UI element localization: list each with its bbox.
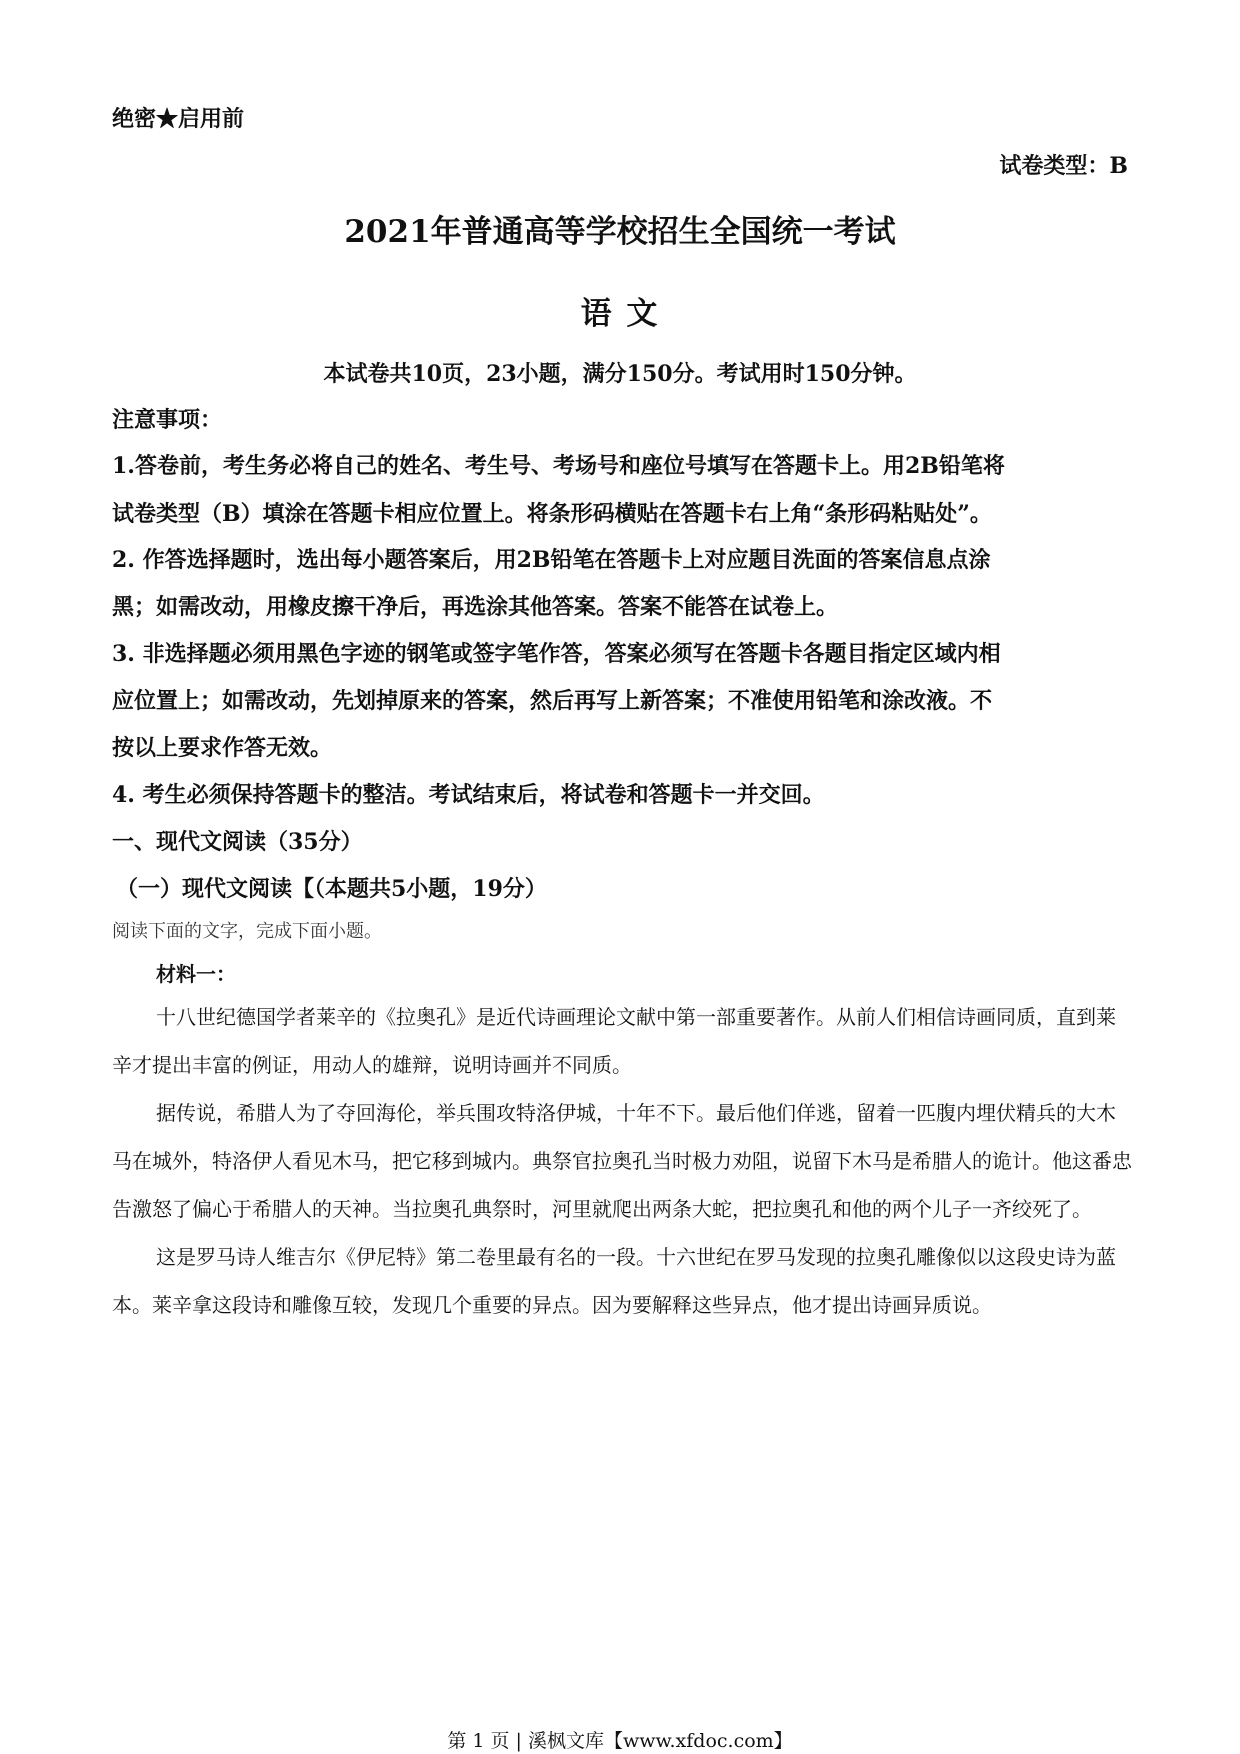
notes-line: 按以上要求作答无效。 [112,735,333,761]
material-paragraph: 十八世纪德国学者莱辛的《拉奥孔》是近代诗画理论文献中第一部重要著作。从前人们相信诗画同质，直到莱辛才提出丰富的例证，用动人的雄辩，说明诗画并不同质。 [112,1005,1116,1077]
exam-summary: 本试卷共10页，23小题，满分150分。考试用时150分钟。 [323,361,917,387]
material-paragraph: 这是罗马诗人维吉尔《伊尼特》第二卷里最有名的一段。十六世纪在罗马发现的拉奥孔雕像似以这段史诗为蓝本。莱辛拿这段诗和雕像互较，发现几个重要的异点。因为要解释这些异点，他才提出诗画异质说。 [112,1245,1116,1317]
notes-line: 1.答卷前，考生务必将自己的姓名、考生号、考场号和座位号填写在答题卡上。用2B铅笔将 [112,453,1005,479]
subject-title: 语 文 [580,296,660,332]
reading-instruction: 阅读下面的文字，完成下面小题。 [112,921,382,942]
notes-line: 4. 考生必须保持答题卡的整洁。考试结束后，将试卷和答题卡一并交回。 [112,782,825,808]
notes-line: 试卷类型（B）填涂在答题卡相应位置上。将条形码横贴在答题卡右上角“条形码粘贴处”。 [112,501,992,527]
confidentiality-label: 绝密★启用前 [112,106,245,132]
notes-line: 2. 作答选择题时，选出每小题答案后，用2B铅笔在答题卡上对应题目洗面的答案信息点涂 [112,547,991,573]
notes-line: 黑；如需改动，用橡皮擦干净后，再选涂其他答案。答案不能答在试卷上。 [112,594,839,620]
exam-title: 2021年普通高等学校招生全国统一考试 [344,214,896,250]
paper-type-label: 试卷类型：B [999,153,1128,179]
notes-line: 应位置上；如需改动，先划掉原来的答案，然后再写上新答案；不准使用铅笔和涂改液。不 [112,688,993,714]
notes-heading: 注意事项： [112,407,223,433]
material-paragraph: 据传说，希腊人为了夺回海伦，举兵围攻特洛伊城，十年不下。最后他们佯逃，留着一匹腹内埋伏精兵的大木马在城外，特洛伊人看见木马，把它移到城内。典祭官拉奥孔当时极力劝阻，说留下木马是希腊人的诡计。他这番忠告激怒了偏心于希腊人的天神。当拉奥孔典祭时，河里就爬出两条大蛇，把拉奥孔和他的两个儿子一齐绞死了。 [112,1101,1132,1221]
section-heading: 一、现代文阅读（35分） [112,829,363,855]
material-label: 材料一： [156,962,236,986]
notes-line: 3. 非选择题必须用黑色字迹的钢笔或签字笔作答，答案必须写在答题卡各题目指定区域内相 [112,641,1001,667]
subsection-heading: （一）现代文阅读【（本题共5小题，19分） [116,876,547,902]
page-footer: 第 1 页 | 溪枫文库【www.xfdoc.com】 [447,1730,793,1752]
material-body [112,993,1132,1329]
